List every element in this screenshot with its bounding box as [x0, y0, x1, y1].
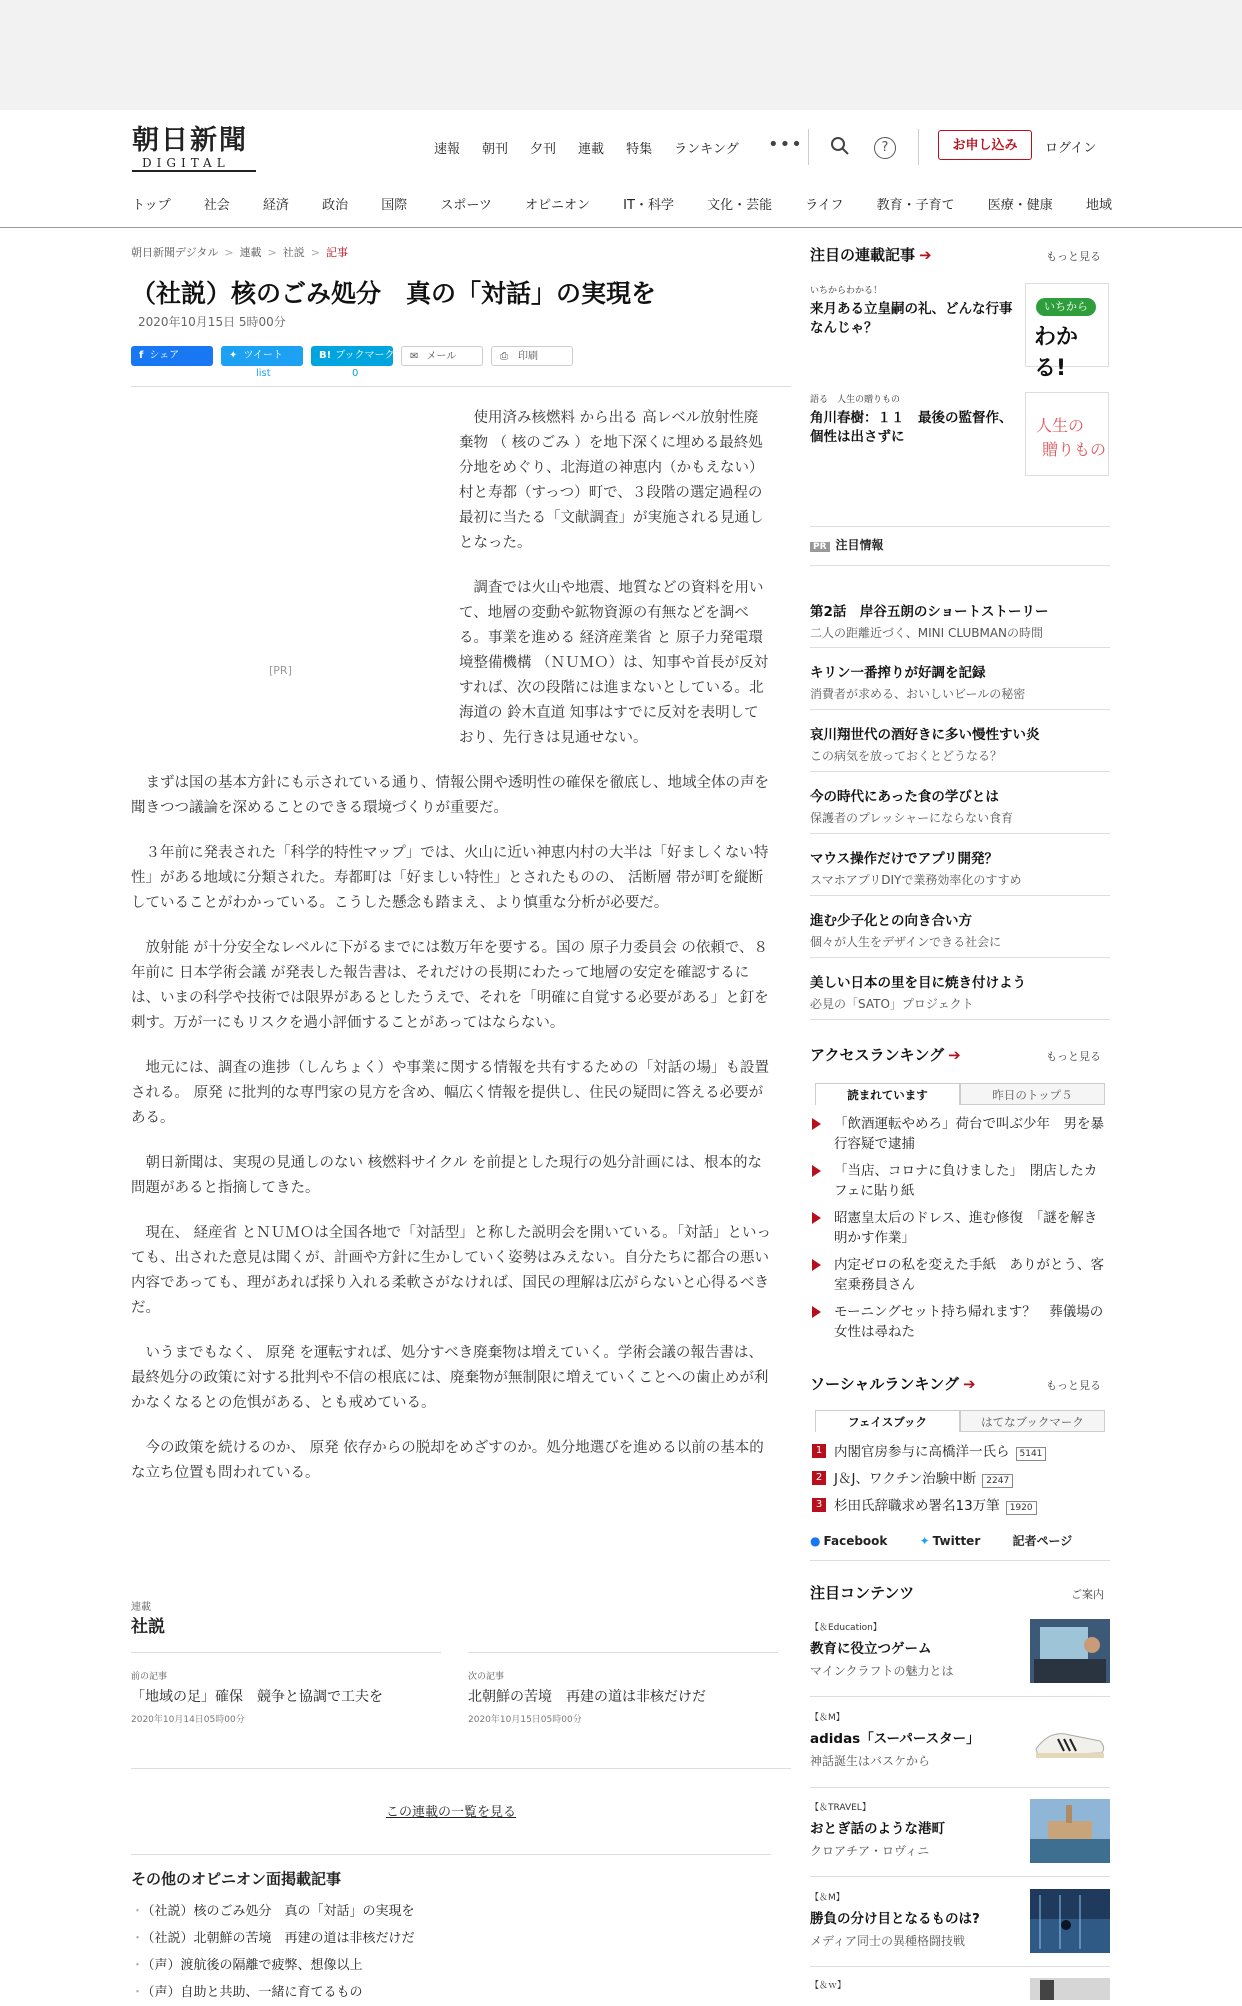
share-count: 1920: [1006, 1501, 1037, 1515]
access-ranking-more-link[interactable]: もっと見る: [1046, 1050, 1101, 1063]
share-bar: [131, 346, 573, 366]
mail-button[interactable]: [401, 346, 483, 366]
content-category: 【＆M】: [810, 1713, 845, 1723]
cat-culture[interactable]: 文化・芸能: [707, 198, 773, 213]
ranking-title[interactable]: 内閣官房参与に高橋洋一氏ら: [834, 1444, 1010, 1460]
arrow-right-icon: ➔: [919, 246, 932, 264]
twitter-share-label: ツイート: [243, 350, 283, 361]
ranking-title[interactable]: J＆J、ワクチン治験中断: [834, 1471, 977, 1487]
social-ranking-heading-text: ソーシャルランキング: [810, 1375, 959, 1393]
hatena-label: ブックマーク: [335, 350, 395, 361]
twitter-link-label: Twitter: [932, 1534, 981, 1548]
content-sub: 神話誕生はバスケから: [810, 1754, 931, 1768]
article-paragraph: 朝日新聞は、実現の見通しのない 核燃料サイクル を前提とした現行の処分計画には、根本的な問題があると指摘してきた。: [131, 1155, 762, 1196]
rank-number: 2: [812, 1471, 826, 1485]
article-paragraph: いうまでもなく、 原発 を運転すれば、処分すべき廃棄物は増えていく。学術会議の報告書は、最終処分の政策に対する批判や不信の根底には、廃棄物が無制限に増えていくことへの歯止めが利かなくなるとの危惧がある、とも戒めている。: [131, 1345, 769, 1411]
facebook-share-label: シェア: [149, 350, 180, 361]
nav-ranking[interactable]: ランキング: [674, 142, 739, 157]
next-article-title[interactable]: 北朝鮮の苦境 再建の道は非核だけだ: [468, 1689, 706, 1705]
ranking-title[interactable]: 内定ゼロの私を変えた手紙 ありがとう、客室乗務員さん: [834, 1257, 1104, 1293]
arrow-right-icon: ➔: [962, 1375, 976, 1393]
access-ranking-heading-text: アクセスランキング: [810, 1046, 945, 1064]
subscribe-button[interactable]: お申し込み: [938, 130, 1032, 160]
jinsei-text-line2: 贈りもの: [1042, 440, 1107, 459]
list-item[interactable]: ・ （声）渡航後の隔離で疲弊、想像以上: [131, 1952, 415, 1979]
triangle-bullet-icon: [812, 1118, 821, 1130]
other-opinion-list: [131, 1898, 415, 2006]
article-paragraph: 地元には、調査の進捗（しんちょく）や事業に関する情報を共有するための「対話の場」も設置される。 原発 に批判的な専門家の見方を含め、幅広く情報を提供し、住民の疑問に答える必要がある。: [131, 1060, 769, 1126]
pr-item[interactable]: [810, 785, 1110, 826]
rank-number: 3: [812, 1498, 826, 1512]
breadcrumb-series[interactable]: 連載: [239, 246, 262, 259]
ad-banner-area: [0, 0, 1242, 110]
harbor-thumbnail[interactable]: [1030, 1799, 1110, 1863]
other-opinion-heading: その他のオピニオン面掲載記事: [131, 1870, 342, 1888]
pr-heading-text: 注目情報: [835, 538, 884, 552]
divider: [810, 1696, 1110, 1697]
content-category: 【＆ｗ】: [810, 1981, 847, 1991]
divider: [810, 1560, 1110, 1561]
pr-sub: この病気を放っておくとどうなる？: [810, 749, 1003, 763]
facebook-icon: ●: [810, 1534, 821, 1548]
article-paragraph: 今の政策を続けるのか、 原発 依存からの脱却をめざすのか。処分地選びを進める以前の基本的な立ち位置も問われている。: [131, 1440, 764, 1481]
nav-features[interactable]: 特集: [626, 142, 653, 157]
ranking-title[interactable]: 「飲酒運転やめろ」荷台で叫ぶ少年 男を暴行容疑で逮捕: [834, 1116, 1104, 1152]
hatena-count[interactable]: 0: [352, 368, 359, 379]
access-ranking-heading[interactable]: [810, 1044, 961, 1065]
nav-evening[interactable]: 夕刊: [530, 142, 557, 157]
ranking-item[interactable]: [810, 1161, 1110, 1201]
cat-sports[interactable]: スポーツ: [440, 198, 492, 213]
pr-sub: 必見の「SATO」プロジェクト: [810, 997, 974, 1011]
access-ranking-list: [810, 1114, 1110, 1342]
divider: [131, 386, 791, 387]
logo-subtext: DIGITAL: [142, 156, 230, 170]
pr-sub: 消費者が求める、おいしいビールの秘密: [810, 687, 1026, 701]
nav-series[interactable]: 連載: [578, 142, 605, 157]
list-item[interactable]: ・ （声）自助と共助、一緒に育てるもの: [131, 1979, 415, 2006]
facebook-link-label: Facebook: [823, 1534, 888, 1548]
pr-tag: PR: [810, 542, 830, 552]
breadcrumb: 朝日新聞デジタル > 連載 > 社説 > 記事: [131, 246, 348, 259]
social-ranking-heading[interactable]: [810, 1373, 976, 1394]
list-item[interactable]: ・ （社説）北朝鮮の苦境 再建の道は非核だけだ: [131, 1925, 415, 1952]
access-ranking-tabs: [815, 1083, 1105, 1105]
series-title[interactable]: 角川春樹：１１ 最後の監督作、個性は出さずに: [810, 410, 1013, 445]
article-date: 2020年10月15日 5時00分: [138, 315, 286, 329]
print-icon: ⎙: [500, 351, 508, 362]
pr-sub: 保護者のプレッシャーにならない食育: [810, 811, 1014, 825]
divider: [810, 1787, 1110, 1788]
divider: [810, 1966, 1110, 1967]
pr-sub: スマホアプリDIYで業務効率化のすすめ: [810, 873, 1022, 887]
category-nav: [132, 194, 1112, 213]
facebook-link[interactable]: [810, 1534, 901, 1548]
series-title[interactable]: 来月ある立皇嗣の礼、どんな行事なんじゃ？: [810, 301, 1013, 336]
login-link[interactable]: ログイン: [1045, 141, 1097, 156]
article-paragraph: ３年前に発表された「科学的特性マップ」では、火山に近い神恵内村の大半は「好ましくない特性」がある地域に分類された。寿都町は「好ましい特性」とされたものの、 活断層 帯が町を縦断していることがわかっている。こうした懸念も踏まえ、より慎重な分析が必要だ。: [131, 845, 769, 911]
ranking-title[interactable]: 「当店、コロナに負けました」 閉店したカフェに貼り紙: [834, 1163, 1098, 1199]
cat-health[interactable]: 医療・健康: [987, 198, 1053, 213]
cat-politics[interactable]: 政治: [322, 198, 349, 213]
hatena-icon: B!: [319, 350, 332, 361]
triangle-bullet-icon: [812, 1165, 821, 1177]
divider: [131, 1854, 771, 1855]
tab-most-read[interactable]: 読まれています: [815, 1083, 960, 1105]
divider: [810, 895, 1110, 896]
series-list-link[interactable]: この連載の一覧を見る: [386, 1805, 517, 1820]
pr-item[interactable]: [810, 847, 1110, 888]
social-ranking-tabs: [815, 1410, 1105, 1432]
hatena-bookmark-button[interactable]: [311, 346, 393, 366]
content-category: 【＆Education】: [810, 1623, 882, 1633]
divider: [810, 771, 1110, 772]
article-paragraph: 放射能 が十分安全なレベルに下がるまでには数万年を要する。国の 原子力委員会 の依頼で、８年前に 日本学術会議 が発表した報告書は、それだけの長期にわたって地層の安定を確認するには、いまの科学や技術では限界があるとしたうえで、それを「明確に自覚する必要がある」と釘を刺す。万が一にもリスクを過小評価することがあってはならない。: [131, 940, 769, 1031]
game-thumbnail[interactable]: [1030, 1619, 1110, 1683]
cat-international[interactable]: 国際: [381, 198, 408, 213]
series-kicker: いちからわかる！: [810, 286, 883, 296]
ranking-item[interactable]: [810, 1440, 1110, 1467]
search-icon[interactable]: [830, 136, 850, 156]
top-nav: [434, 138, 761, 157]
cat-economy[interactable]: 経済: [262, 198, 289, 213]
triangle-bullet-icon: [812, 1259, 821, 1271]
content-title[interactable]: 教育に役立つゲーム: [810, 1641, 932, 1657]
article-paragraph: 調査では火山や地震、地質などの資料を用いて、地層の変動や鉱物資源の有無などを調べる。事業を進める 経済産業省 と 原子力発電環境整備機構 （ＮＵＭＯ）は、知事や首長が反対すれば、次の段階には進まないとしている。北海道の 鈴木直道 知事はすでに反対を表明しており、先行きは見通せない。: [459, 580, 769, 746]
tab-yesterday-top5[interactable]: 昨日のトップ５: [960, 1083, 1105, 1105]
triangle-bullet-icon: [812, 1212, 821, 1224]
twitter-icon: ✦: [229, 350, 238, 361]
featured-content-guide-link[interactable]: ご案内: [1071, 1588, 1104, 1601]
social-ranking-more-link[interactable]: もっと見る: [1046, 1379, 1101, 1392]
reporter-page-link[interactable]: 記者ページ: [1012, 1534, 1073, 1548]
article-paragraph: 使用済み核燃料 から出る 高レベル放射性廃棄物 （ 核のごみ ）を地下深くに埋める最終処分地をめぐり、北海道の神恵内（かもえない）村と寿都（すっつ）町で、３段階の選定過程の最初に当たる「文献調査」が実施される見通しとなった。: [459, 410, 764, 551]
media-thumbnail[interactable]: [1030, 1889, 1110, 1953]
cat-education[interactable]: 教育・子育て: [876, 198, 955, 213]
pr-item[interactable]: [810, 600, 1110, 641]
jinsei-text-line1: 人生の: [1036, 416, 1085, 435]
pr-item[interactable]: [810, 723, 1110, 764]
pr-title[interactable]: 第2話 岸谷五朗のショートストーリー: [810, 604, 1049, 620]
previous-article-title[interactable]: 「地域の足」確保 競争と協調で工夫を: [131, 1689, 383, 1705]
share-count: 2247: [982, 1474, 1013, 1488]
pr-title[interactable]: マウス操作だけでアプリ開発？: [810, 851, 999, 867]
pr-sub: 二人の距離近づく、MINI CLUBMANの時間: [810, 626, 1044, 640]
cat-society[interactable]: 社会: [203, 198, 230, 213]
facebook-share-button[interactable]: [131, 346, 213, 366]
help-icon[interactable]: ?: [874, 137, 896, 159]
divider: [810, 833, 1110, 834]
tab-hatena[interactable]: はてなブックマーク: [960, 1410, 1105, 1432]
previous-article[interactable]: [131, 1652, 441, 1725]
tab-facebook[interactable]: フェイスブック: [815, 1410, 960, 1432]
pr-label: [PR]: [269, 664, 292, 677]
next-article-label: 次の記事: [468, 1672, 505, 1682]
ranking-item[interactable]: [810, 1208, 1110, 1248]
content-sub: マインクラフトの魅力とは: [810, 1664, 954, 1678]
twitter-share-button[interactable]: [221, 346, 303, 366]
series-label: 連載: [131, 1602, 151, 1613]
series-kicker: 語る 人生の贈りもの: [810, 395, 901, 405]
series-name[interactable]: 社説: [131, 1617, 165, 1637]
article-body: [131, 406, 771, 1506]
arrow-right-icon: ➔: [948, 1046, 961, 1064]
pr-title[interactable]: 今の時代にあった食の学びとは: [810, 789, 999, 805]
content-title[interactable]: おとぎ話のような港町: [810, 1821, 945, 1837]
ichikara-badge: いちから: [1036, 298, 1096, 316]
twitter-link[interactable]: [920, 1534, 995, 1548]
featured-content-heading: 注目コンテンツ: [810, 1584, 915, 1602]
ranking-title[interactable]: 杉田氏辞職求め署名13万筆: [834, 1498, 1000, 1514]
divider: [810, 565, 1110, 566]
content-sub: メディア同士の異種格闘技戦: [810, 1934, 966, 1948]
pr-item[interactable]: [810, 661, 1110, 702]
nav-morning[interactable]: 朝刊: [482, 142, 509, 157]
sneaker-thumbnail[interactable]: [1030, 1709, 1110, 1773]
ranking-title[interactable]: モーニングセット持ち帰れます？ 葬儀場の女性は尋ねた: [834, 1304, 1104, 1340]
rank-number: 1: [812, 1444, 826, 1458]
article-paragraph: まずは国の基本方針にも示されている通り、情報公開や透明性の確保を徹底し、地域全体の声を聞きつつ議論を深めることのできる環境づくりが重要だ。: [131, 775, 769, 816]
previous-article-date: 2020年10月14日05時00分: [131, 1715, 245, 1725]
divider: [810, 1019, 1110, 1020]
share-count: 5141: [1016, 1447, 1047, 1461]
featured-series-more-link[interactable]: もっと見る: [1046, 250, 1101, 263]
breadcrumb-current: 記事: [326, 246, 348, 259]
print-label: 印刷: [518, 351, 538, 362]
mail-icon: ✉: [410, 351, 419, 362]
site-header: [0, 110, 1242, 228]
logo-text: 朝日新聞: [132, 125, 248, 156]
content-thumbnail[interactable]: [1030, 1978, 1110, 2000]
next-article[interactable]: [468, 1652, 778, 1725]
cat-life[interactable]: ライフ: [805, 198, 844, 213]
logo-underline: [132, 170, 256, 172]
pr-title[interactable]: 美しい日本の里を目に焼き付けよう: [810, 975, 1026, 991]
facebook-icon: f: [139, 350, 144, 361]
divider: [810, 526, 1110, 527]
cat-top[interactable]: トップ: [132, 198, 171, 213]
list-item[interactable]: ・ （社説）核のごみ処分 真の「対話」の実現を: [131, 1898, 415, 1925]
triangle-bullet-icon: [812, 1306, 821, 1318]
divider: [131, 1768, 791, 1769]
content-title[interactable]: 勝負の分け目となるものは?: [810, 1911, 980, 1927]
divider: [918, 129, 919, 165]
more-menu-icon[interactable]: •••: [768, 134, 803, 155]
social-ranking-list: [810, 1440, 1110, 1521]
content-category: 【＆TRAVEL】: [810, 1803, 871, 1813]
ichikara-logo[interactable]: [1025, 283, 1109, 381]
twitter-count[interactable]: list: [256, 368, 271, 379]
ranking-item[interactable]: [810, 1114, 1110, 1154]
content-sub: クロアチア・ロヴィニ: [810, 1844, 930, 1858]
pr-title[interactable]: 哀川翔世代の酒好きに多い慢性すい炎: [810, 727, 1040, 743]
article-paragraph: 現在、 経産省 とＮＵＭＯは全国各地で「対話型」と称した説明会を開いている。「対話」といっても、出された意見は聞くが、計画や方針に生かしていく姿勢はみえない。自分たちに都合の悪い内容であっても、理があれば採り入れる柔軟さがなければ、国民の理解は広がらないと心得るべきだ。: [131, 1225, 771, 1316]
twitter-icon: ✦: [919, 1534, 930, 1548]
next-article-date: 2020年10月15日05時00分: [468, 1715, 582, 1725]
divider: [810, 1876, 1110, 1877]
pr-heading: [810, 536, 884, 553]
ichikara-wordmark: わかる!: [1034, 325, 1079, 381]
print-button[interactable]: [491, 346, 573, 366]
jinsei-logo[interactable]: [1025, 392, 1109, 476]
pr-title[interactable]: 進む少子化との向き合い方: [810, 913, 972, 929]
ranking-item[interactable]: [810, 1302, 1110, 1342]
previous-article-label: 前の記事: [131, 1672, 168, 1682]
nav-breaking[interactable]: 速報: [434, 142, 461, 157]
pr-title[interactable]: キリン一番搾りが好調を記録: [810, 665, 986, 681]
site-logo[interactable]: [132, 126, 262, 180]
divider: [808, 129, 809, 165]
ranking-title[interactable]: 昭憲皇太后のドレス、進む修復 「謎を解き明かす作業」: [834, 1210, 1098, 1246]
cat-it-science[interactable]: IT・科学: [623, 198, 674, 213]
featured-series-heading-text: 注目の連載記事: [810, 246, 916, 264]
ranking-item[interactable]: [810, 1467, 1110, 1494]
ranking-item[interactable]: [810, 1255, 1110, 1295]
divider: [810, 709, 1110, 710]
social-links: [810, 1532, 1086, 1549]
content-category: 【＆M】: [810, 1893, 845, 1903]
cat-opinion[interactable]: オピニオン: [525, 198, 591, 213]
article-title: （社説）核のごみ処分 真の「対話」の実現を: [131, 279, 657, 308]
divider: [810, 647, 1110, 648]
breadcrumb-home[interactable]: 朝日新聞デジタル: [131, 246, 219, 259]
content-title[interactable]: adidas「スーパースター」: [810, 1731, 980, 1747]
divider: [810, 957, 1110, 958]
pr-item[interactable]: [810, 971, 1110, 1012]
pr-item[interactable]: [810, 909, 1110, 950]
featured-series-heading[interactable]: [810, 244, 932, 265]
mail-label: メール: [426, 351, 457, 362]
pr-sub: 個々が人生をデザインできる社会に: [810, 935, 1002, 949]
cat-region[interactable]: 地域: [1085, 198, 1112, 213]
ranking-item[interactable]: [810, 1494, 1110, 1521]
breadcrumb-editorial[interactable]: 社説: [282, 246, 305, 259]
